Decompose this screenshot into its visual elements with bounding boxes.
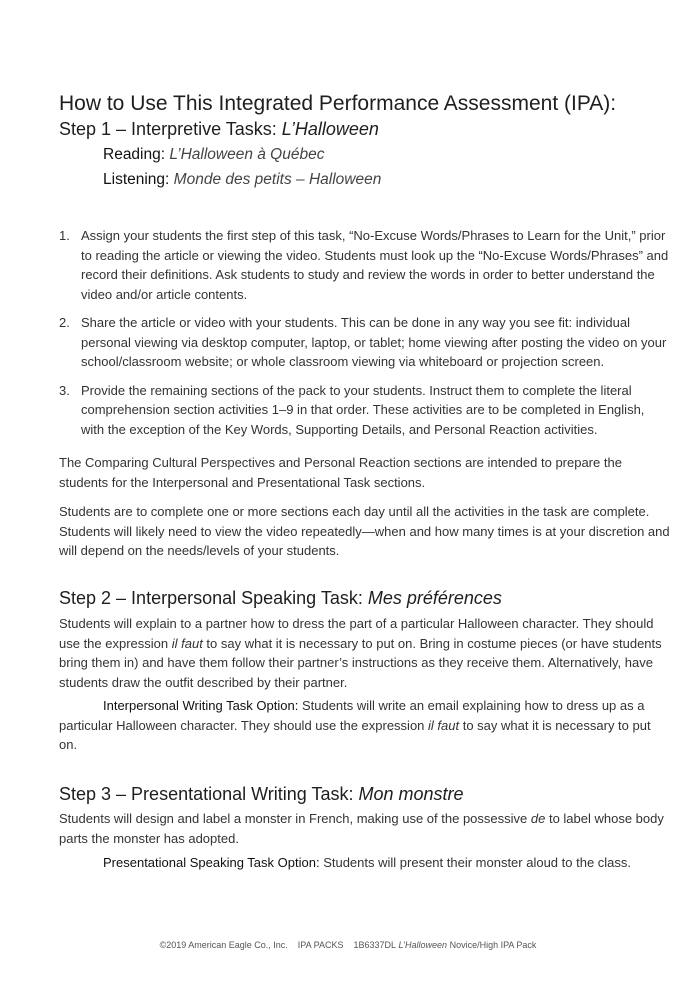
step2-option-text-b: to say what it is necessary to put on. [59,717,651,752]
step3-heading-prefix: Step 3 – Presentational Writing Task: [59,784,359,804]
step2-option-paragraph [59,696,671,755]
list-item-number: 1. [59,228,70,243]
step3-heading [59,783,464,805]
step3-option-paragraph [59,853,671,873]
step2-text-emphasis: il faut [171,635,203,651]
step1-heading-title: L’Halloween [281,119,379,139]
step2-heading-prefix: Step 2 – Interpersonal Speaking Task: [59,588,368,608]
list-item-text: Provide the remaining sections of the pack to your students. Instruct them to complete the literal comprehension section activities 1–9 in that order. These activities are to be completed in English, with the exception of the Key Words, Supporting Details, and Personal Reaction activities. [81,382,645,437]
footer-title: L’Halloween [398,940,448,950]
listening-label: Listening: [103,171,170,188]
footer-series: IPA PACKS [297,940,344,950]
step2-option-text-a: Students will write an email explaining how to dress up as a particular Halloween character. They should use the expression [59,698,645,733]
step2-option-label: Interpersonal Writing Task Option: [103,698,299,713]
reading-line [103,145,324,165]
step1-paragraph-cultural: The Comparing Cultural Perspectives and Personal Reaction sections are intended to prepare the students for the Interpersonal and Presentational Task sections. [59,455,622,490]
step1-paragraph-completion: Students are to complete one or more sections each day until all the activities in the task are complete. Students will likely need to view the video repeatedly—when and how many times is at your discretion and will depend on the needs/levels of your students. [59,504,670,558]
step2-option-emphasis: il faut [428,717,460,733]
list-item-text: Share the article or video with your students. This can be done in any way you see fit: individual personal viewing via desktop computer, laptop, or tablet; home viewing after posting the video on your school/classroom website; or whole classroom viewing via whiteboard or projection screen. [81,315,667,369]
page-footer [0,939,696,951]
step1-heading-prefix: Step 1 – Interpretive Tasks: [59,119,282,139]
listening-title: Monde des petits – Halloween [173,171,382,188]
step2-paragraph [59,614,671,692]
step2-heading-title: Mes préférences [367,588,502,608]
step3-text-emphasis: de [530,811,546,826]
step1-instructions-list [59,226,671,448]
reading-title: L’Halloween à Québec [169,146,325,163]
step1-heading [59,118,379,140]
footer-copyright: ©2019 American Eagle Co., Inc. [159,940,288,950]
list-item-number: 2. [59,315,70,330]
listening-line [103,170,381,190]
list-item [59,226,671,304]
step2-text-a: Students will explain to a partner how to dress the part of a particular Halloween character. They should use the expression [59,616,654,651]
step3-text-a: Students will design and label a monster in French, making use of the possessive [59,811,531,826]
footer-code: 1B6337DL [353,940,396,950]
page-title: How to Use This Integrated Performance Assessment (IPA): [59,92,617,115]
list-item [59,313,671,372]
step3-text-b: to label whose body parts the monster has adopted. [59,811,664,846]
reading-label: Reading: [103,146,166,163]
list-item-text: Assign your students the first step of this task, “No-Excuse Words/Phrases to Learn for the Unit,” prior to reading the article or viewing the video. Students must look up the “No-Excuse Words/Phrases” and record their definitions. Ask students to study and review the words in order to better understand the video and/or article contents. [81,228,669,302]
list-item-number: 3. [59,382,70,398]
step3-option-text: Students will present their monster aloud to the class. [319,855,632,870]
list-item [59,381,671,440]
step2-text-b: to say what it is necessary to put on. Bring in costume pieces (or have students bring them in) and have them follow their partner’s instructions as they receive them. Alternatively, have students draw the outfit described by their partner. [59,635,662,690]
footer-suffix: Novice/High IPA Pack [447,940,537,950]
step3-heading-title: Mon monstre [358,784,464,804]
step3-option-label: Presentational Speaking Task Option: [103,855,320,870]
step3-paragraph [59,809,671,848]
step2-heading [59,587,502,609]
